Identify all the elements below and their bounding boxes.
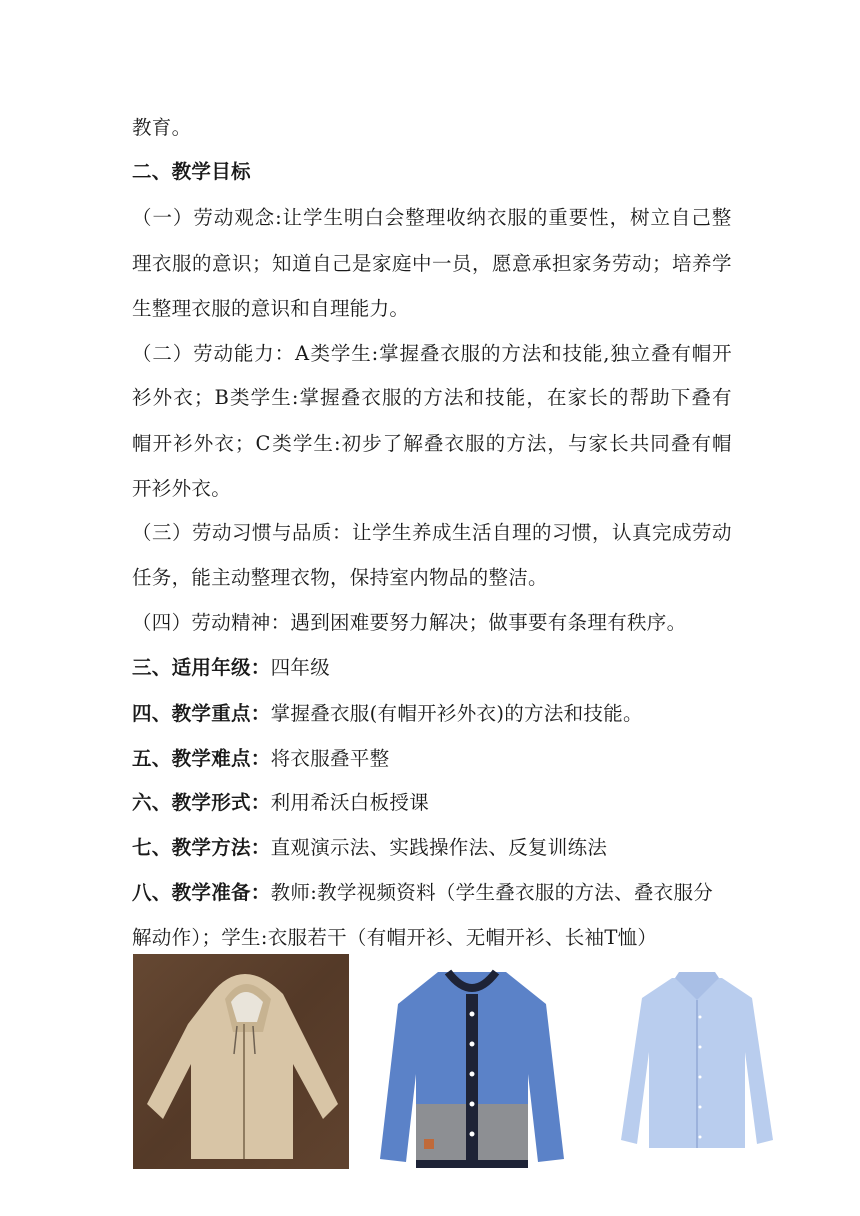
paragraph-line: 理 衣 服 的 意 识 ； 知 道 自 己 是 家 庭 中 一 员 ， 愿 意 承 担 家 务 劳 动 ； 培 养 学 xyxy=(132,252,732,275)
heading-text: 五、教学难点： xyxy=(132,747,271,770)
paragraph-line: （ 二 ） 劳 动 能 力 ： A 类 学 生 : 掌 握 叠 衣 服 的 方 法 和 技 能 , 独 立 叠 有 帽 开 xyxy=(132,342,732,365)
section-line xyxy=(132,654,732,682)
paragraph-line: 衫 外 衣 ； B 类 学 生 : 掌 握 叠 衣 服 的 方 法 和 技 能 ， 在 家 长 的 帮 助 下 叠 有 xyxy=(132,386,732,409)
long-sleeve-shirt-photo xyxy=(617,972,777,1152)
paragraph-line xyxy=(132,564,732,592)
line-text: 四年级 xyxy=(270,656,331,679)
heading-text: 六、教学形式： xyxy=(132,791,271,814)
line-text: 将衣服叠平整 xyxy=(270,747,390,770)
section-heading xyxy=(132,158,732,186)
heading-text: 四、教学重点： xyxy=(132,702,271,725)
heading-text: 七、教学方法： xyxy=(132,836,271,859)
paragraph-line xyxy=(132,114,732,142)
paragraph-line: 帽 开 衫 外 衣 ； C 类 学 生 : 初 步 了 解 叠 衣 服 的 方 法 ， 与 家 长 共 同 叠 有 帽 xyxy=(132,432,732,455)
line-text: 开衫外衣。 xyxy=(132,477,232,500)
line-text: 教师:教学视频资料（学生叠衣服的方法、叠衣服分 xyxy=(270,881,714,904)
line-text: 直观演示法、实践操作法、反复训练法 xyxy=(270,836,608,859)
paragraph-line xyxy=(132,295,732,323)
paragraph-line: （ 三 ） 劳 动 习 惯 与 品 质 ： 让 学 生 养 成 生 活 自 理 的 习 惯 ， 认 真 完 成 劳 动 xyxy=(132,521,732,544)
section-line xyxy=(132,879,732,907)
line-text: 掌握叠衣服(有帽开衫外衣)的方法和技能。 xyxy=(270,702,643,725)
line-text: 生整理衣服的意识和自理能力。 xyxy=(132,297,410,320)
paragraph-line xyxy=(132,609,732,637)
hooded-cardigan-photo xyxy=(133,954,349,1169)
paragraph-line: （ 一 ） 劳 动 观 念 : 让 学 生 明 白 会 整 理 收 纳 衣 服 的 重 要 性 ， 树 立 自 己 整 xyxy=(132,206,732,229)
line-text: 教育。 xyxy=(132,116,192,139)
line-text: 解动作）；学生:衣服若干（有帽开衫、无帽开衫、长袖T恤） xyxy=(132,926,658,949)
heading-text: 三、适用年级： xyxy=(132,656,271,679)
heading-text: 二、教学目标 xyxy=(132,160,251,183)
section-line xyxy=(132,745,732,773)
line-text: （四）劳动精神：遇到困难要努力解决；做事要有条理有秩序。 xyxy=(132,611,687,634)
paragraph-line xyxy=(132,924,732,952)
section-line xyxy=(132,834,732,862)
section-line xyxy=(132,700,732,728)
line-text: 利用希沃白板授课 xyxy=(270,791,430,814)
paragraph-line xyxy=(132,475,732,503)
heading-text: 八、教学准备： xyxy=(132,881,271,904)
section-line xyxy=(132,789,732,817)
hoodless-cardigan-photo xyxy=(378,964,566,1174)
line-text: 任务，能主动整理衣物，保持室内物品的整洁。 xyxy=(132,566,548,589)
